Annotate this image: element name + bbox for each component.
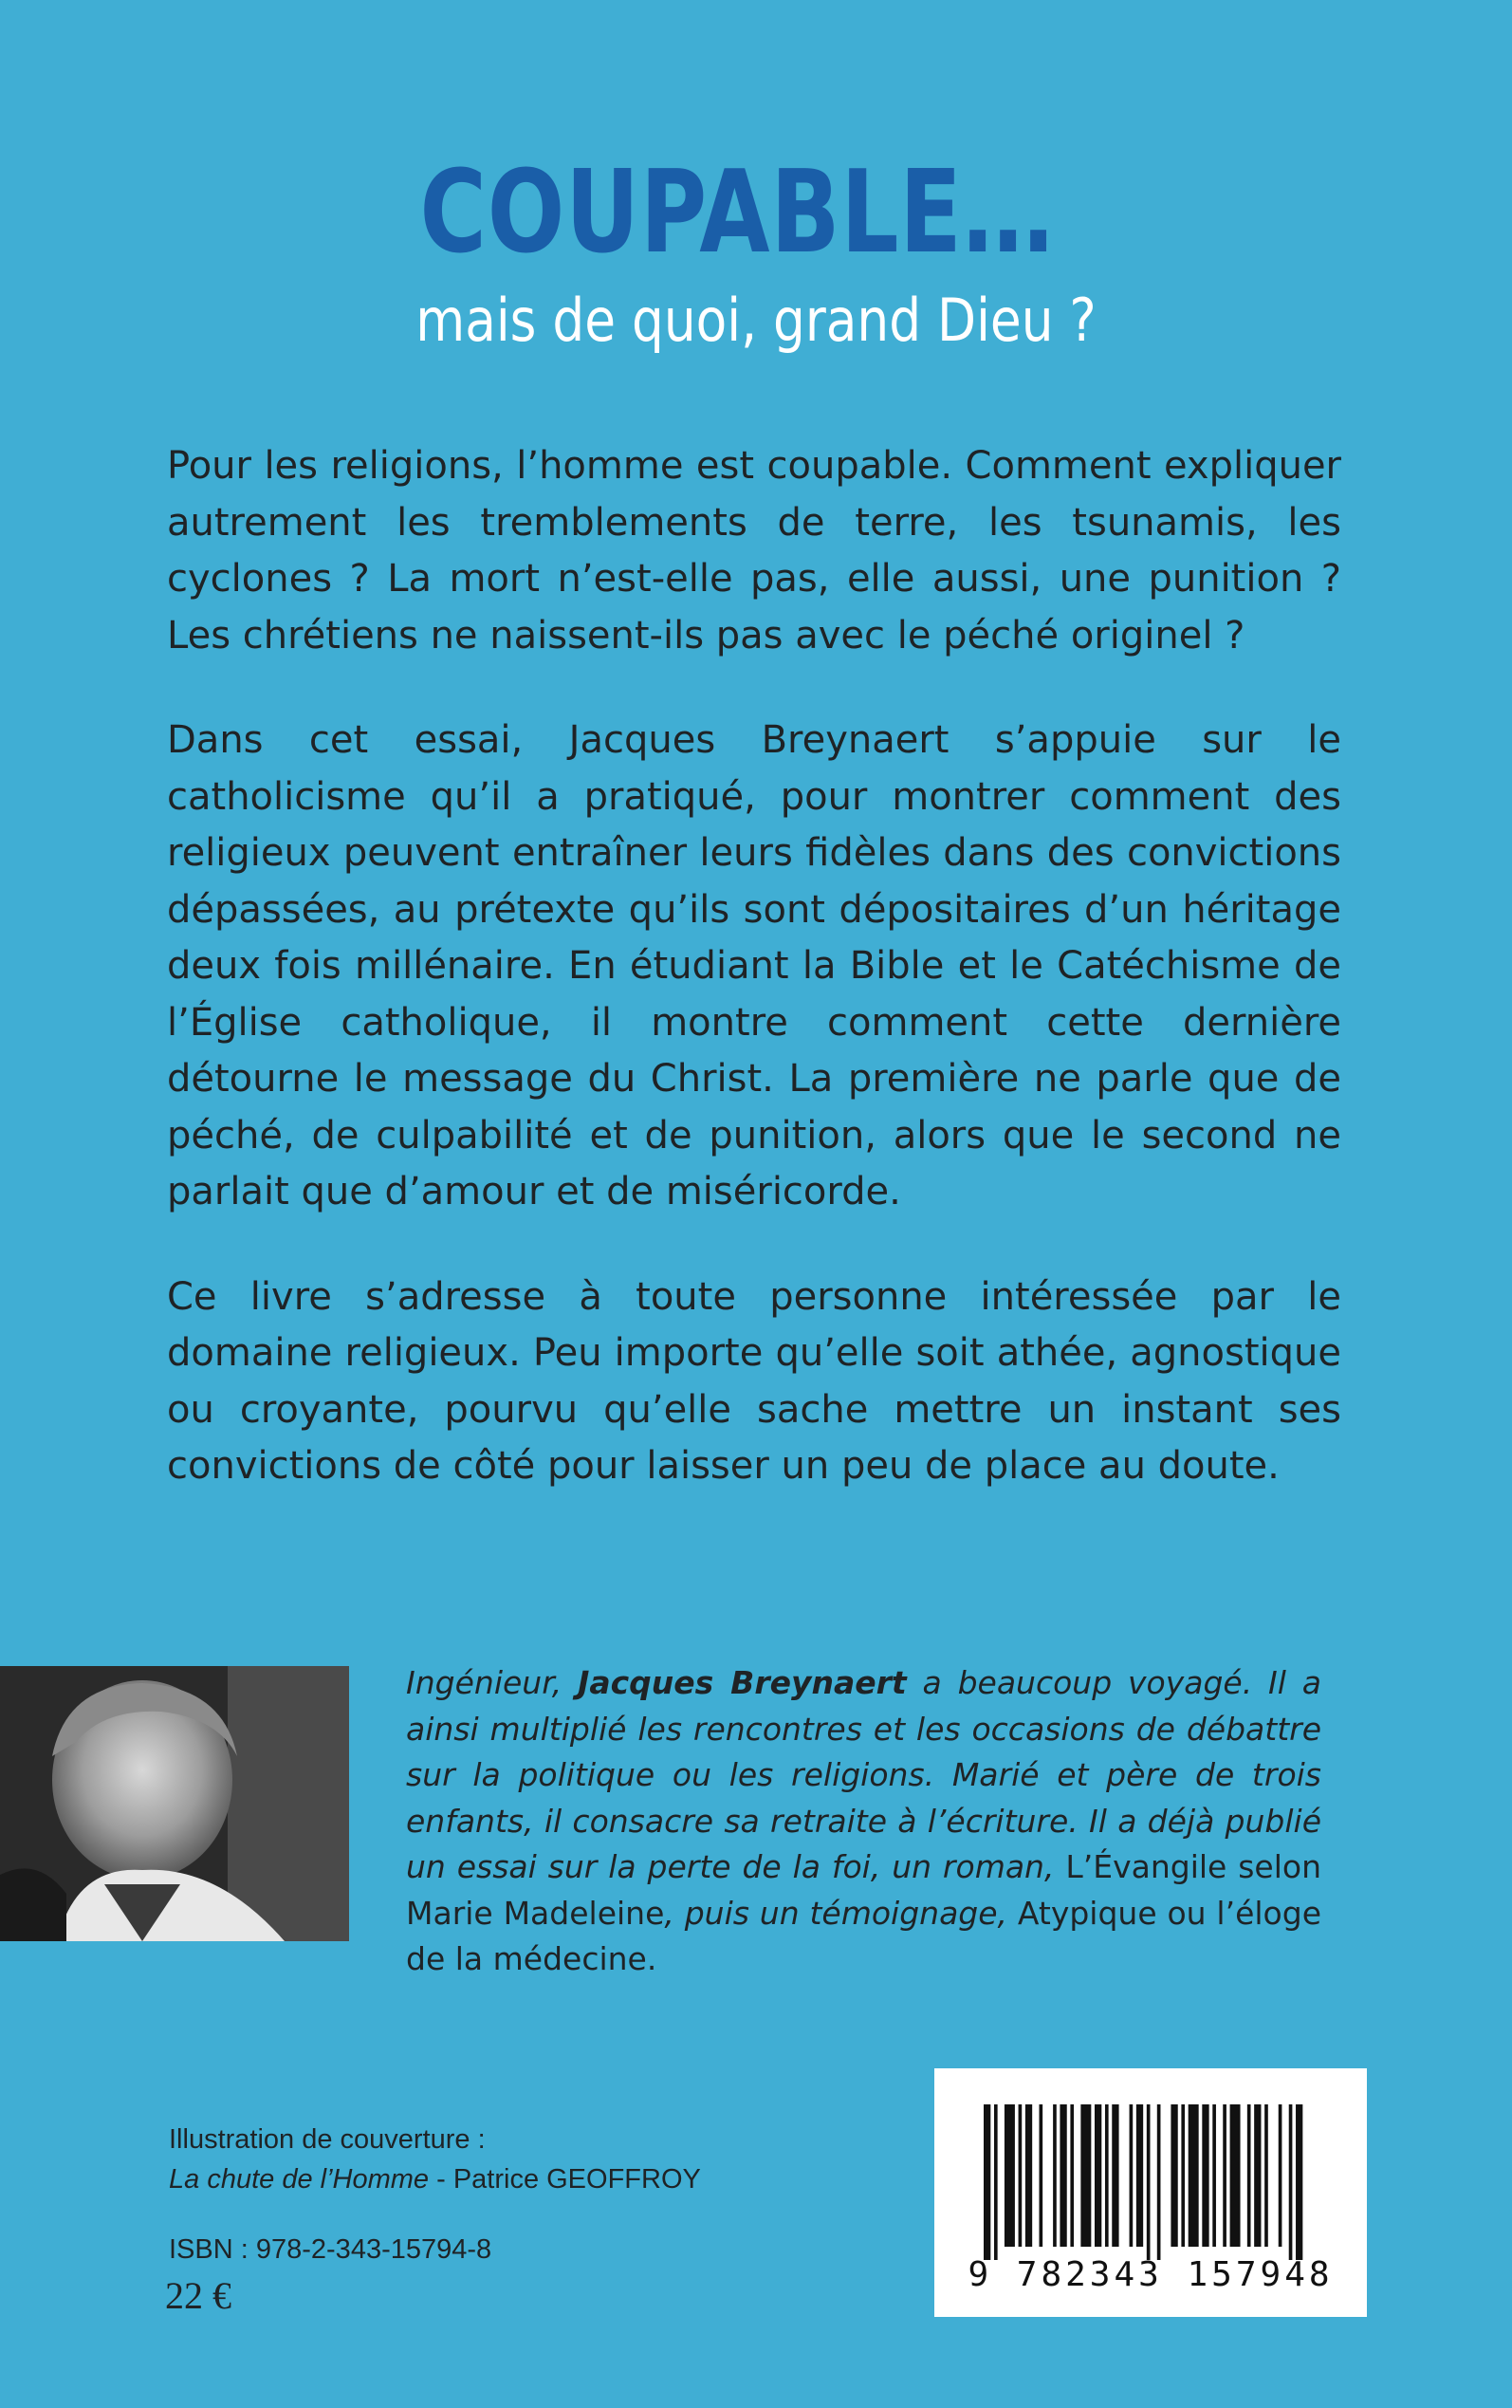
- barcode-bar: [1136, 2104, 1143, 2247]
- author-name: Jacques Breynaert: [578, 1664, 907, 1701]
- barcode-bar: [1019, 2104, 1023, 2247]
- barcode-bar: [1005, 2104, 1015, 2247]
- credits-separator: -: [429, 2164, 453, 2195]
- barcode-bar: [1053, 2104, 1057, 2247]
- barcode-bar: [1157, 2104, 1161, 2260]
- summary-paragraph-2: Dans cet essai, Jacques Breynaert s’appuie sur le catholicisme qu’il a pratiqué, pour montrer comment des religieux peuvent entraîner leurs fidèles dans des convictions dépassées, au prétexte qu’ils sont dépositaires d’un héritage deux fois millénaire. En étudiant la Bible et le Catéchisme de l’Église catholique, il montre comment cette dernière détourne le message du Christ. La première ne parle que de péché, de culpabilité et de punition, alors que le second ne parlait que d’amour et de miséricorde.: [167, 718, 1341, 1213]
- barcode-bar: [1289, 2104, 1293, 2260]
- price-text: 22 €: [165, 2274, 231, 2317]
- barcode-bar: [1130, 2104, 1134, 2247]
- bio-end: .: [646, 1940, 657, 1977]
- summary-paragraph-3: Ce livre s’adresse à toute personne intéressée par le domaine religieux. Peu importe qu’elle soit athée, agnostique ou croyante, pourvu qu’elle sache mettre un instant ses convictions de côté pour laisser un peu de place au doute.: [167, 1274, 1341, 1488]
- illustration-credits: [169, 2120, 701, 2199]
- bio-book-1: L’Évangile selon Marie Madeleine: [406, 1848, 1321, 1932]
- cover-subtitle: mais de quoi, grand Dieu ?: [415, 286, 1097, 355]
- credits-artist: Patrice GEOFFROY: [452, 2164, 701, 2195]
- author-photo: [0, 1666, 349, 1941]
- summary-paragraph-1: Pour les religions, l’homme est coupable. Comment expliquer autrement les tremblements de terre, les tsunamis, les cyclones ? La mort n’est-elle pas, elle aussi, une punition ? Les chrétiens ne naissent-ils pas avec le péché originel ?: [167, 444, 1341, 658]
- barcode-bar: [1223, 2104, 1226, 2247]
- cover-title: COUPABLE…: [419, 147, 1055, 279]
- bio-book-2: Atypique ou l’éloge de la médecine: [406, 1894, 1321, 1977]
- credits-artwork: La chute de l’Homme: [169, 2164, 430, 2195]
- barcode-digits: 9 782343 157948: [968, 2255, 1334, 2294]
- barcode-bar: [1202, 2104, 1208, 2247]
- barcode-bar: [1080, 2104, 1091, 2247]
- barcode-bar: [1025, 2104, 1032, 2247]
- bio-prefix: Ingénieur,: [406, 1664, 579, 1701]
- isbn-text: ISBN : 978-2-343-15794-8: [169, 2234, 492, 2265]
- barcode-bar: [1095, 2104, 1101, 2247]
- barcode-bar: [984, 2104, 990, 2260]
- barcode-bar: [1112, 2104, 1118, 2247]
- barcode-bar: [1247, 2104, 1251, 2247]
- barcode-bar: [1279, 2104, 1282, 2247]
- barcode-bar: [1264, 2104, 1268, 2247]
- barcode-bar: [1039, 2104, 1042, 2247]
- barcode-bar: [1070, 2104, 1074, 2247]
- barcode: [934, 2068, 1367, 2317]
- barcode-bar: [1296, 2104, 1302, 2260]
- credits-line: [169, 2159, 701, 2199]
- barcode-bar: [1212, 2104, 1216, 2247]
- bio-mid: , puis un témoignage,: [664, 1894, 1018, 1932]
- summary-text: [167, 438, 1341, 1544]
- barcode-bar: [1189, 2104, 1199, 2247]
- barcode-bar: [1181, 2104, 1185, 2247]
- barcode-bar: [1060, 2104, 1066, 2247]
- barcode-bar: [1105, 2104, 1109, 2247]
- barcode-bar: [1147, 2104, 1151, 2260]
- barcode-bar: [1171, 2104, 1177, 2247]
- barcode-icon: [984, 2104, 1306, 2260]
- bio-main: a beaucoup voyagé. Il a ainsi multiplié les rencontres et les occasions de débattre sur la politique ou les religions. Marié et père de trois enfants, il consacre sa retraite à l’écriture. Il a déjà publié un essai sur la perte de la foi, un roman,: [406, 1664, 1322, 1885]
- author-bio: [406, 1660, 1321, 1983]
- barcode-bar: [1254, 2104, 1261, 2247]
- barcode-bar: [1230, 2104, 1241, 2247]
- barcode-bar: [994, 2104, 998, 2260]
- credits-label: Illustration de couverture :: [169, 2124, 486, 2155]
